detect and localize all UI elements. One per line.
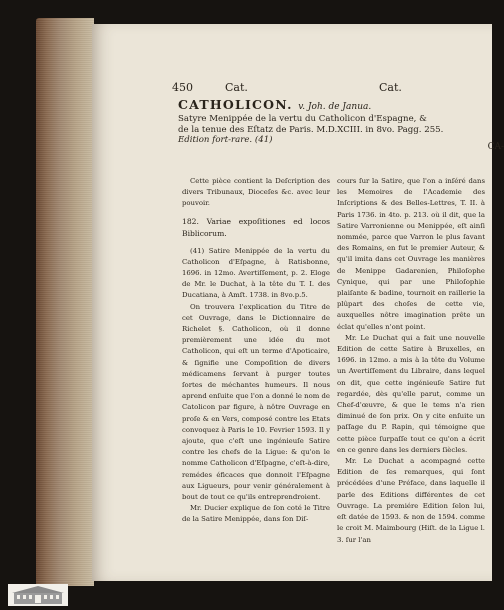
- entry-line-2: de la tenue des Eſtatz de Paris. M.D.XCIII. in 8vo. Pagg. 255.: [178, 124, 444, 135]
- paragraph: cours ſur la Satire, que l'on a inſéré dans les Memoires de l'Academie des Inſcriptions & des Belles-Lettres, T. II. à Paris 1736. in 4to. p. 213. où il dit, que la Satire Varronienne ou Menippée, eſt ainſi nommée, parce que Varron le plus ſavant des Romains, en fut le premier Auteur, & qu'il imita dans cet Ouvrage les manières de Menippe Gadarenien, Philoſophe Cynique, qui par une Philoſophie plaiſante & badine, tournoit en raillerie la plûpart des choſes de cette vie, auxquelles nôtre imagination prête un éclat qu'elles n'ont point.: [337, 177, 485, 331]
- header-right-title: Cat.: [379, 81, 402, 94]
- entry-heading: [178, 98, 488, 114]
- book-page-edges: [36, 18, 94, 586]
- catchword: CA-: [487, 142, 504, 152]
- footnote-41: (41) Satire Menippée de la vertu du Catholicon d'Eſpagne, à Ratisbonne, 1696. in 12mo. Avertiſſement, p. 2. Eloge de Mr. le Duchat, à la tête du T. I. des Ducatiana, à Amſt. 1738. in 8vo.p.5.: [182, 246, 330, 300]
- numbered-entry: 182. Variae expoſitiones ed locos Biblicorum.: [182, 216, 330, 238]
- catalogue-entry: [178, 97, 504, 152]
- paragraph: Mr. Ducier explique de ſon coté le Titre de la Satire Menippée, dans ſon Diſ-: [182, 504, 330, 524]
- entry-heading-main: CATHOLICON.: [178, 97, 293, 112]
- header-left-title: Cat.: [225, 81, 248, 94]
- entry-heading-reference: v. Joh. de Janua.: [298, 102, 372, 112]
- paragraph: Mr. Le Duchat a acompagné cette Edition de ſes remarques, qui ſont précédées d'une Préface, dans laquelle il parle des Editions différentes de cet Ouvrage. La premiére Edition ſelon lui, eſt datée de 1593. & non de 1594. comme le croit M. Maimbourg (Hiſt. de la Ligue l. 3. ſur l'an: [337, 457, 485, 544]
- right-column: [337, 176, 485, 546]
- page-number: 450: [172, 81, 193, 94]
- paragraph: On trouvera l'explication du Titre de cet Ouvrage, dans le Dictionnaire de Richelet §. Catholicon, où il donne premièrement une idée du mot Catholicon, qui eſt un terme d'Apoticaire, & ſignifie une Compoſition de divers médicamens ſervant à purger toutes ſortes de méchantes humeurs. Il nous aprend enſuite que l'on a donné le nom de Catolicon par figure, à nôtre Ouvrage en proſe & en Vers, composé contre les Etats convoquez à Paris le 10. Fevrier 1593. Il y ajoute, que c'eſt une ingénieuſe Satire contre les chefs de la Ligue: & qu'on le nomme Catholicon d'Eſpagne, c'eſt-à-dire, remédes éficaces que donnoit l'Eſpagne aux Ligueurs, pour venir généralement à bout de tout ce qu'ils entreprendroient.: [182, 302, 330, 502]
- paragraph: Cette pièce contient la Deſcription des divers Tribunaux, Dioceſes &c. avec leur pouvoir.: [182, 177, 330, 208]
- library-building-logo: [8, 584, 68, 606]
- left-column: [182, 176, 330, 526]
- book-page: [92, 24, 504, 581]
- entry-line-1: Satyre Menippée de la vertu du Catholicon d'Espagne, &: [178, 114, 427, 124]
- running-header: [92, 81, 492, 95]
- paragraph: Mr. Le Duchat qui a fait une nouvelle Edition de cette Satire à Bruxelles, en 1696. in 12mo. a mis à la tête du Volume un Avertiſſement du Libraire, dans lequel on dit, que cette ingénieuſe Satire fut regardée, dès qu'elle parut, comme un Chef-d'œuvre, & que le tems n'a rien diminué de ſon prix. On y cite enſuite un paſſage du P. Rapin, qui témoigne que cette pièce ſurpaſſe tout ce qu'on a écrit en ce genre dans les derniers ſiècles.: [337, 333, 485, 454]
- entry-line-3: Edition fort-rare. (41): [178, 135, 273, 145]
